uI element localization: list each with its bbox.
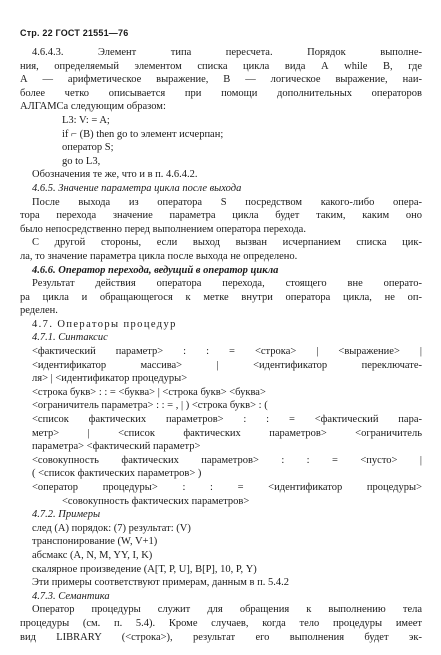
text-line: ределен.: [20, 305, 58, 317]
text-line: Обозначения те же, что и в п. 4.6.4.2.: [32, 169, 198, 181]
text-line: <фактический параметр> : : = <строка> | <выражение> |: [32, 346, 422, 358]
text-line: 4.6.4.3. Элемент типа пересчета. Порядок выполне-: [32, 47, 422, 58]
text-line: 4.7. Операторы процедур: [32, 318, 177, 330]
text-line: ния, определяемый элементом списка цикла вида А while В, где: [20, 60, 422, 72]
text-line: транспонирование (W, V+1): [32, 536, 158, 548]
text-line: след (А) порядок: (7) результат: (V): [32, 522, 191, 534]
text-line: ла, то значение параметра цикла после выхода не определено.: [20, 250, 298, 262]
text-line: <оператор процедуры> : : = <идентификатор процедуры>: [32, 482, 422, 493]
text-line: <идентификатор массива> | <идентификатор переключате-: [32, 359, 422, 371]
text-line: if ⌐ (B) then go to элемент исчерпан;: [62, 128, 224, 140]
text-line: ля> | <идентификатор процедуры>: [32, 373, 188, 385]
text-line: оператор S;: [62, 142, 114, 154]
text-line: 4.6.5. Значение параметра цикла после выхода: [32, 182, 242, 194]
text-line: <совокупность фактических параметров> : : = <пусто> |: [32, 454, 422, 466]
text-line: тора перехода значение параметра цикла будет таким, каким оно: [20, 210, 422, 222]
text-line: процедуры (см. п. 5.4). Кроме случаев, когда тело процедуры имеет: [20, 617, 422, 629]
text-line: <совокупность фактических параметров>: [62, 495, 250, 507]
text-line: более четко описывается при помощи дополнительных операторов: [20, 87, 422, 99]
text-line: После выхода из оператора S посредством какого-либо опера-: [32, 196, 422, 208]
text-line: абсмакс (А, N, M, YY, I, K): [32, 549, 153, 561]
text-line: <ограничитель параметра> : : = , | ) <строка букв> : (: [32, 400, 268, 412]
text-line: <список фактических параметров> : : = <фактический пара-: [32, 414, 422, 426]
text-line: скалярное произведение (А[Т, Р, U], В[Р], 10, Р, Y): [32, 563, 257, 575]
text-line: L3: V: = A;: [62, 114, 110, 126]
text-line: С другой стороны, если выход вызван исчерпанием списка цик-: [32, 237, 422, 249]
text-line: 4.6.6. Оператор перехода, ведущий в оператор цикла: [32, 264, 279, 276]
document-body: [20, 46, 422, 644]
text-line: go to L3,: [62, 155, 101, 167]
text-line: Эти примеры соответствуют примерам, данным в п. 5.4.2: [32, 577, 290, 589]
text-line: А — арифметическое выражение, В — логическое выражение, наи-: [20, 74, 422, 86]
text-line: 4.7.3. Семантика: [32, 590, 110, 602]
text-line: параметра> <фактический параметр>: [32, 441, 201, 453]
text-line: ( <список фактических параметров> ): [32, 468, 202, 480]
text-line: Оператор процедуры служит для обращения к выполнению тела: [32, 604, 422, 616]
text-line: АЛГАМСа следующим образом:: [20, 101, 166, 113]
text-line: метр> | <список фактических параметров> <ограничитель: [32, 427, 422, 439]
text-line: ра цикла и обращающегося к метке внутри оператора цикла, не оп-: [20, 291, 422, 303]
text-line: 4.7.2. Примеры: [32, 509, 101, 521]
text-line: <строка букв> : : = <буква> | <строка букв> <буква>: [32, 386, 266, 398]
page-header: Стр. 22 ГОСТ 21551—76: [20, 28, 129, 38]
text-line: было непосредственно перед выполнением оператора перехода.: [20, 223, 306, 235]
text-line: Результат действия оператора перехода, стоящего вне операто-: [32, 278, 422, 290]
text-line: 4.7.1. Синтаксис: [32, 332, 108, 344]
text-line: вид LIBRARY (<строка>), результат его выполнения будет эк-: [20, 631, 422, 643]
